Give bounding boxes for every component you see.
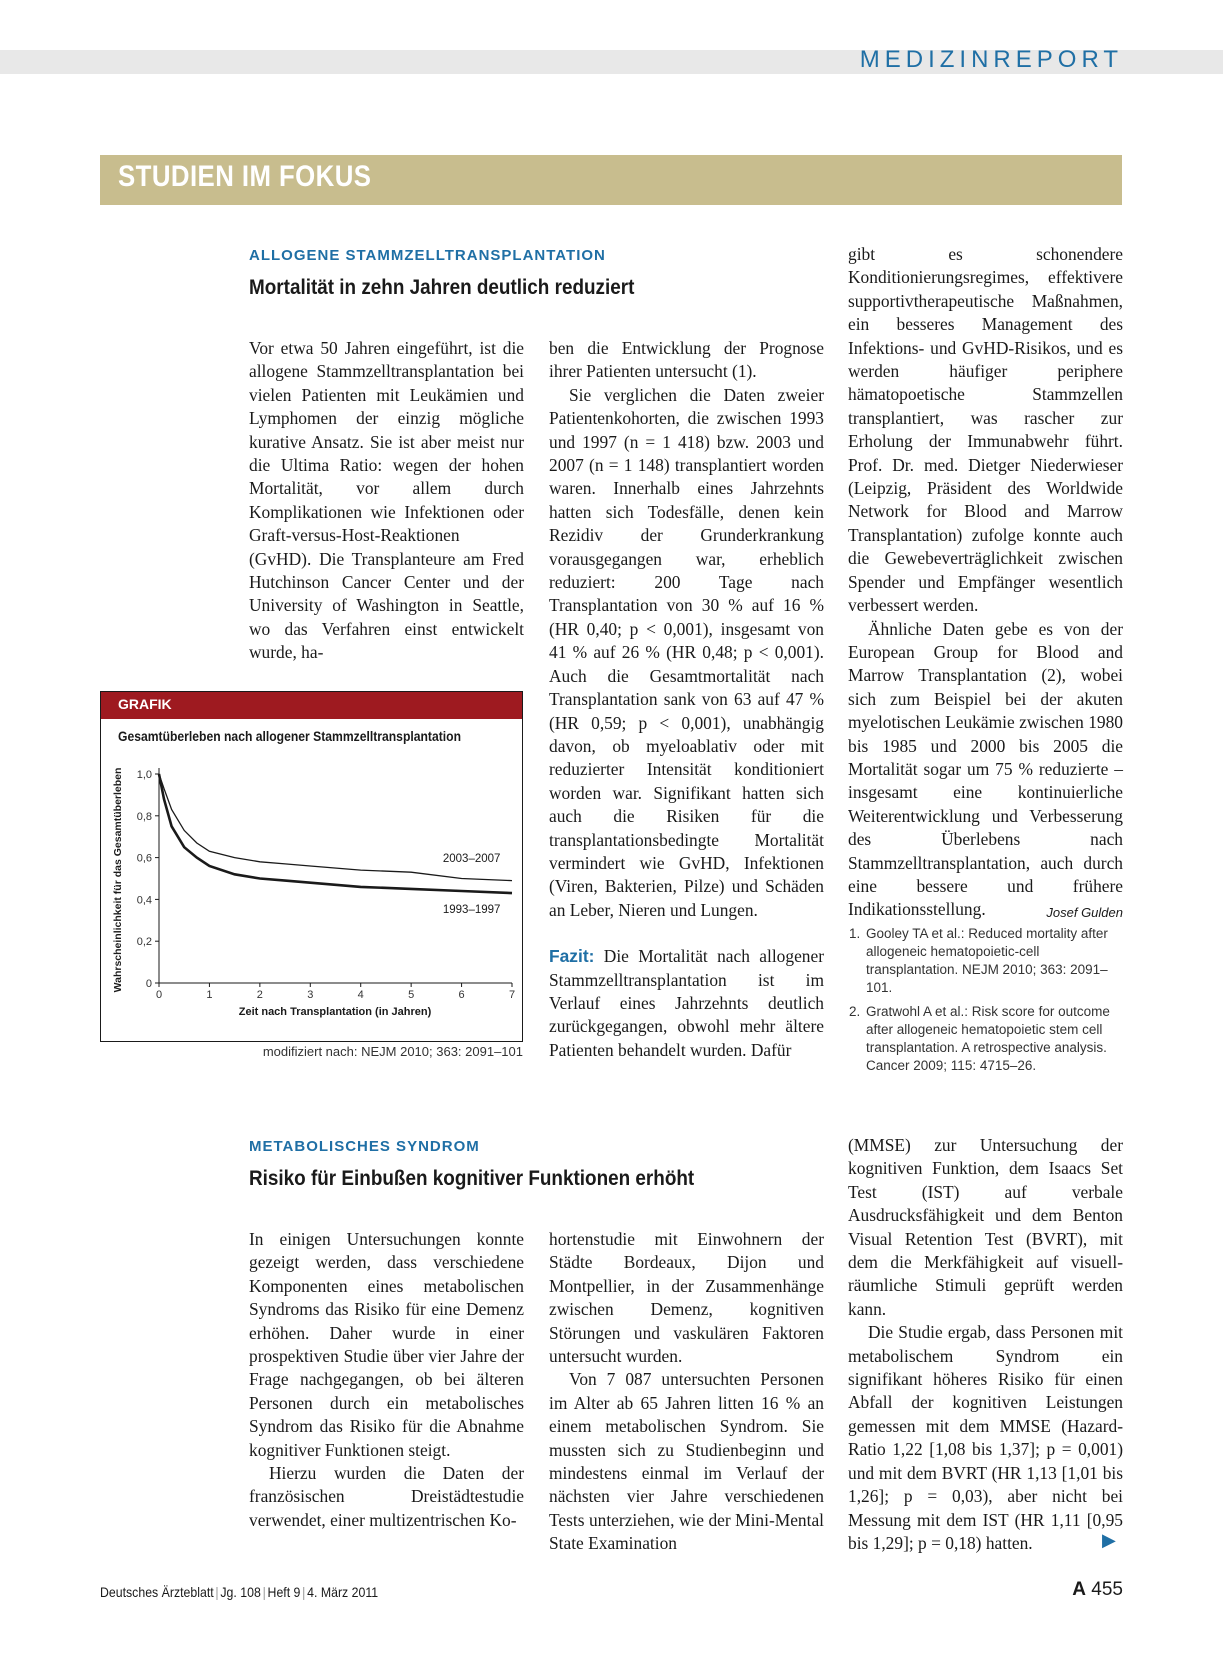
paragraph: Vor etwa 50 Jahren eingeführt, ist die allogene Stammzelltransplantation bei vielen Patienten mit Leukämien und Lymphomen der einzig mögliche kurative Ansatz. Sie ist aber meist nur die Ultima Ratio: wegen der hohen Mortalität, vor allem durch Komplikationen wie Infektionen oder Graft-versus-Host-Reaktionen (GvHD). Die Transplanteure am Fred Hutchinson Cancer Center und der University of Washington in Seattle, wo das Verfahren einst entwickelt wurde, ha-: [249, 338, 524, 663]
article2-column-3: [848, 1134, 1123, 1555]
article1-column-3: [848, 243, 1123, 925]
paragraph: [848, 618, 1123, 922]
x-tick-label: 5: [408, 989, 415, 1001]
triangle-right-icon: ▶: [1102, 1530, 1116, 1551]
paragraph: ben die Entwicklung der Prognose ihrer Patienten untersucht (1).: [549, 338, 824, 382]
x-tick-label: 0: [155, 989, 163, 1001]
paragraph: Von 7 087 untersuchten Personen im Alter ab 65 Jahren litten 16 % an einem metabolischen Syndrom. Sie mussten sich zu Studienbeginn und mindestens einmal im Verlauf der nächsten vier Jahre verschiedenen Tests unterziehen, wie der Mini-Mental State Examination: [549, 1369, 824, 1554]
figure-label: GRAFIK: [118, 696, 172, 712]
article2-headline: Risiko für Einbußen kognitiver Funktionen erhöht: [249, 1167, 695, 1190]
y-axis-label: Wahrscheinlichkeit für das Gesamtüberleben: [112, 767, 124, 993]
article2-column-1: [249, 1228, 524, 1532]
footer-citation: Deutsches Ärzteblatt | Jg. 108 | Heft 9 | 4. März 2011: [100, 1584, 379, 1600]
page-number-value: 455: [1091, 1579, 1123, 1600]
paragraph: Sie verglichen die Daten zweier Patientenkohorten, die zwischen 1993 und 1997 (n = 1 418) bzw. 2003 und 2007 (n = 1 148) transplantiert worden waren. Innerhalb eines Jahrzehnts hatten sich Todesfälle, denen kein Rezidiv der Grunderkrankung vorausgegangen war, erheblich reduziert: 200 Tage nach Transplantation von 30 % auf 16 % (HR 0,40; p < 0,001), insgesamt von 41 % auf 26 % (HR 0,48; p < 0,001). Auch die Gesamtmortalität nach Transplantation sank von 63 auf 47 % (HR 0,59; p < 0,001), unabhängig davon, ob myeloablativ oder mit reduzierter Intensität konditioniert worden war. Signifikant hatten sich auch die Risiken für die transplantationsbedingte Mortalität vermindert wie GvHD, Infektionen (Viren, Bakterien, Pilze) und Schäden an Leber, Nieren und Lungen.: [549, 384, 824, 920]
y-tick-label: 0,2: [136, 936, 152, 949]
journal-volume: Jg. 108: [220, 1584, 261, 1600]
paragraph: Die Studie ergab, dass Personen mit metabolischem Syndrom ein signifikant höheres Risiko für einen Abfall der kognitiven Leistungen gemessen mit dem MMSE (Hazard-Ratio 1,22 [1,08 bis 1,37]; p = 0,001) und mit dem BVRT (HR 1,13 [1,01 bis 1,26]; p = 0,03), aber nicht bei Messung mit dem IST (HR 1,11 [0,95 bis 1,29]; p = 0,18) hatten.: [848, 1322, 1123, 1553]
fazit-paragraph: [549, 945, 824, 1062]
x-tick-label: 2: [256, 989, 263, 1001]
series-label: 1993–1997: [442, 903, 501, 916]
banner-title: STUDIEN IM FOKUS: [118, 160, 372, 193]
journal-issue: Heft 9: [267, 1584, 301, 1600]
chart-title: Gesamtüberleben nach allogener Stammzelltransplantation: [118, 729, 461, 744]
x-axis-label: Zeit nach Transplantation (in Jahren): [238, 1006, 432, 1018]
article1-headline: Mortalität in zehn Jahren deutlich reduziert: [249, 276, 635, 299]
paragraph: In einigen Untersuchungen konnte gezeigt werden, dass verschiedene Komponenten eines metabolischen Syndroms das Risiko für eine Demenz erhöhen. Daher wurde in einer prospektiven Studie über vier Jahre der Frage nachgegangen, ob bei älteren Personen durch ein metabolisches Syndrom das Risiko für die Abnahme kognitiver Funktionen steigt.: [249, 1229, 524, 1460]
fazit-label: Fazit:: [549, 946, 595, 967]
x-tick-label: 1: [206, 989, 213, 1001]
author-signature: Josef Gulden: [1046, 905, 1123, 921]
article2-column-2: [549, 1228, 824, 1556]
series-line: [159, 774, 512, 893]
paragraph: Hierzu wurden die Daten der französischen Dreistädtestudie verwendet, einer multizentrischen Ko-: [249, 1463, 524, 1530]
article1-kicker: ALLOGENE STAMMZELLTRANSPLANTATION: [249, 247, 606, 264]
fazit-text: Die Mortalität nach allogener Stammzelltransplantation ist im Verlauf eines Jahrzehnts deutlich zurückgegangen, obwohl mehr ältere Patienten behandelt wurden. Dafür: [549, 946, 824, 1060]
article1-column-2: [549, 337, 824, 1062]
y-tick-label: 0,4: [136, 894, 152, 907]
x-tick-label: 3: [307, 989, 314, 1001]
figure-caption: modifiziert nach: NEJM 2010; 363: 2091–101: [262, 1044, 523, 1059]
section-label: MEDIZINREPORT: [859, 46, 1123, 73]
x-tick-label: 6: [458, 989, 465, 1001]
paragraph-text: Ähnliche Daten gebe es von der European Group for Blood and Marrow Transplantation (2), wobei sich zum Beispiel bei der akuten myelotischen Leukämie zwischen 1980 bis 1985 und 2000 bis 2005 die Mortalität sogar um 75 % reduzierte – insgesamt eine kontinuierliche Weiterentwicklung und Verbesserung des Überlebens nach Stammzelltransplantation, auch durch eine bessere und frühere Indikationsstellung.: [848, 618, 1123, 920]
series-label: 2003–2007: [442, 853, 501, 866]
journal-name: Deutsches Ärzteblatt: [100, 1584, 214, 1600]
paragraph: gibt es schonendere Konditionierungsregimes, effektivere supportivtherapeutische Maßnahmen, ein besseres Management des Infektions- und GvHD-Risikos, und es werden häufiger periphere hämatopoetische Stammzellen transplantiert, was rascher zur Erholung der Immunabwehr führt. Prof. Dr. med. Dietger Niederwieser (Leipzig, Präsident des Worldwide Network for Blood and Marrow Transplantation) zufolge konnte auch die Gewebeverträglichkeit zwischen Spender und Empfänger wesentlich verbessert werden.: [848, 244, 1123, 616]
paragraph: (MMSE) zur Untersuchung der kognitiven Funktion, dem Isaacs Set Test (IST) auf verbale Ausdrucksfähigkeit und dem Benton Visual Retention Test (BVRT), mit dem die Merkfähigkeit auf visuell-räumliche Stimuli geprüft werden kann.: [848, 1135, 1123, 1319]
journal-date: 4. März 2011: [307, 1584, 379, 1600]
page-number: [1072, 1579, 1123, 1601]
y-tick-label: 0,8: [136, 810, 152, 823]
y-tick-label: 0,6: [136, 852, 152, 865]
x-tick-label: 4: [357, 989, 364, 1001]
references: [848, 925, 1123, 1081]
article1-column-1: [249, 337, 524, 665]
survival-chart: [101, 750, 521, 1040]
page-prefix: A: [1072, 1579, 1087, 1600]
y-tick-label: 0: [145, 978, 152, 990]
reference-item: 2. Gratwohl A et al.: Risk score for outcome after allogeneic hematopoietic stem cell transplantation. A retrospective analysis. Cancer 2009; 115: 4715–26.: [864, 1003, 1123, 1075]
reference-item: 1. Gooley TA et al.: Reduced mortality after allogeneic hematopoietic-cell transplantation. NEJM 2010; 363: 2091–101.: [864, 925, 1123, 997]
x-tick-label: 7: [508, 989, 516, 1001]
y-tick-label: 1,0: [136, 769, 152, 781]
article2-kicker: METABOLISCHES SYNDROM: [249, 1138, 480, 1155]
paragraph: hortenstudie mit Einwohnern der Städte Bordeaux, Dijon und Montpellier, in der Zusammenhänge zwischen Demenz, kognitiven Störungen und vaskulären Faktoren untersucht wurden.: [549, 1229, 824, 1367]
